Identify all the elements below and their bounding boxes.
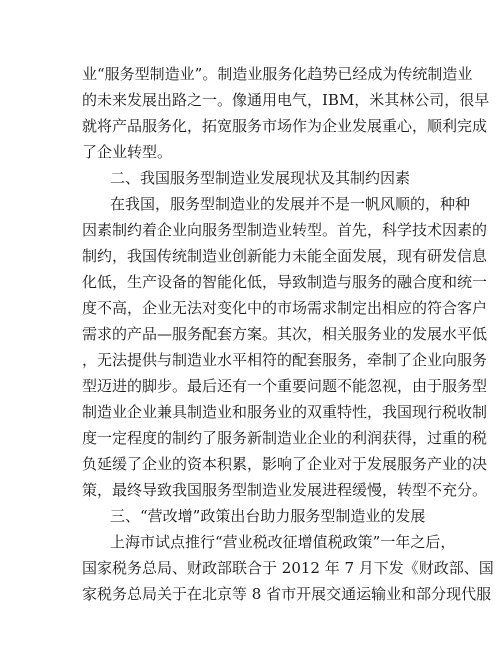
paragraph-2-line-11: 负延缓了企业的资本积累，影响了企业对于发展服务产业的决: [82, 455, 488, 473]
paragraph-3-line-2: 国家税务总局、财政部联合于 2012 年 7 月下发《财政部、国: [82, 559, 494, 577]
paragraph-2-line-2: 因素制约着企业向服务型制造业转型。首先，科学技术因素的: [82, 221, 488, 239]
section-heading-3: 三、“营改增”政策出台助力服务型制造业的发展: [110, 507, 426, 525]
section-heading-2: 二、我国服务型制造业发展现状及其制约因素: [110, 169, 411, 187]
paragraph-1-line-4: 了企业转型。: [82, 143, 173, 161]
paragraph-2-line-1: 在我国，服务型制造业的发展并不是一帆风顺的，种种: [110, 195, 471, 213]
paragraph-3-line-1: 上海市试点推行“营业税改征增值税政策”一年之后，: [110, 533, 456, 551]
paragraph-2-line-8: 型迈进的脚步。最后还有一个重要问题不能忽视，由于服务型: [82, 377, 488, 395]
paragraph-1-line-3: 就将产品服务化，拓宽服务市场作为企业发展重心，顺利完成: [82, 117, 488, 135]
document-page: [82, 61, 494, 607]
paragraph-2-line-4: 化低，生产设备的智能化低，导致制造与服务的融合度和统一: [82, 273, 488, 291]
paragraph-2-line-5: 度不高，企业无法对变化中的市场需求制定出相应的符合客户: [82, 299, 488, 317]
paragraph-3-line-3: 家税务总局关于在北京等 8 省市开展交通运输业和部分现代服: [82, 585, 492, 603]
paragraph-2-line-9: 制造业企业兼具制造业和服务业的双重特性，我国现行税收制: [82, 403, 488, 421]
paragraph-2-line-10: 度一定程度的制约了服务新制造业企业的利润获得，过重的税: [82, 429, 488, 447]
paragraph-2-line-6: 需求的产品—服务配套方案。其次，相关服务业的发展水平低: [82, 325, 488, 343]
paragraph-2-line-12: 策，最终导致我国服务型制造业发展进程缓慢，转型不充分。: [82, 481, 488, 499]
paragraph-2-line-3: 制约，我国传统制造业创新能力未能全面发展，现有研发信息: [82, 247, 488, 265]
paragraph-1-line-1: 业“服务型制造业”。制造业服务化趋势已经成为传统制造业: [82, 65, 473, 83]
paragraph-2-line-7: ，无法提供与制造业水平相符的配套服务，牵制了企业向服务: [82, 351, 488, 369]
paragraph-1-line-2: 的未来发展出路之一。像通用电气，IBM，米其林公司，很早: [82, 91, 490, 109]
